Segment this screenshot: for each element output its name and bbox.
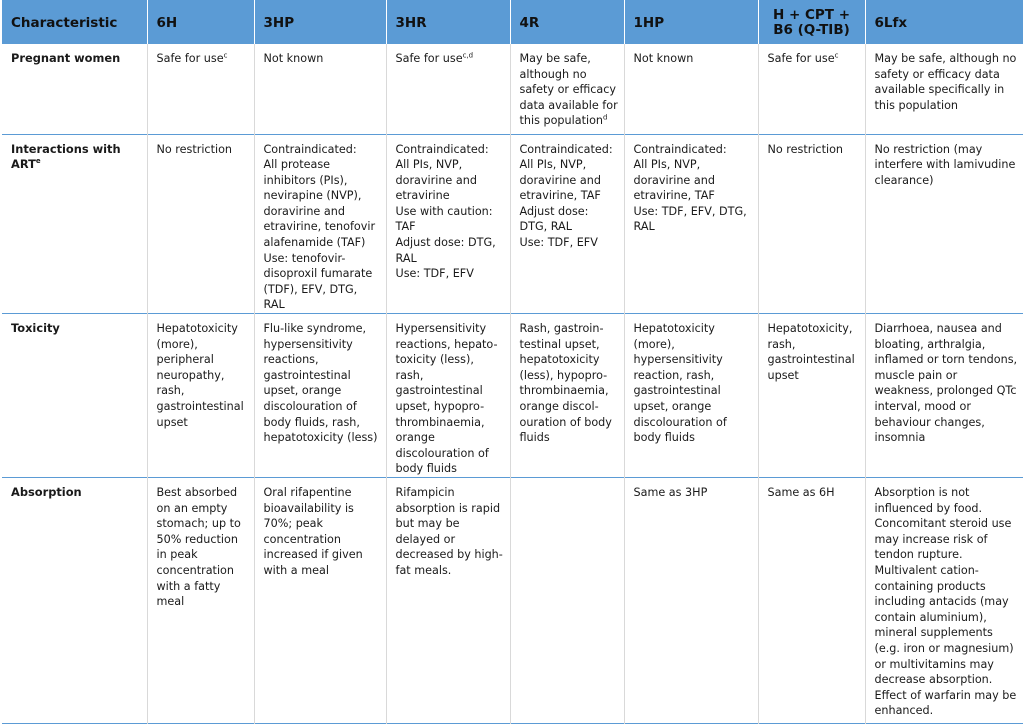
header-row	[2, 0, 1023, 44]
table-cell: No restriction	[758, 134, 865, 314]
table-cell: No restriction	[147, 134, 254, 314]
row-label: Toxicity	[2, 314, 147, 478]
table-cell: Contraindicated: All PIs, NVP, doravirine and etravirine Use with caution: TAF Adjust dose: DTG, RAL Use: TDF, EFV	[386, 134, 510, 314]
table-cell: Rash, gastroin-testinal upset, hepatotoxicity (less), hypopro-thrombinaemia, orange discol-ouration of body fluids	[510, 314, 624, 478]
table-cell: Hepatotoxicity, rash, gastrointestinal upset	[758, 314, 865, 478]
table-cell: Best absorbed on an empty stomach; up to 50% reduction in peak concentration with a fatty meal	[147, 477, 254, 723]
table-cell: Hypersensitivity reactions, hepato-toxicity (less), rash, gastrointestinal upset, hypopro-thrombinaemia, orange discolouration of body fluids	[386, 314, 510, 478]
table-cell: Diarrhoea, nausea and bloating, arthralgia, inflamed or torn tendons, muscle pain or weakness, prolonged QTc interval, mood or behaviour changes, insomnia	[874, 322, 1018, 445]
row-absorption	[2, 477, 1023, 723]
header-6h: 6H	[147, 0, 254, 44]
table-cell: Contraindicated: All protease inhibitors (PIs), nevirapine (NVP), doravirine and etravirine, tenofovir alafenamide (TAF) Use: tenofovir-disoproxil fumarate (TDF), EFV, DTG, RAL	[254, 134, 386, 314]
header-characteristic: Characteristic	[2, 0, 147, 44]
table-cell: May be safe, although no safety or efficacy data available specifically in this population	[874, 52, 1017, 112]
row-toxicity	[2, 314, 1023, 478]
header-3hr: 3HR	[386, 0, 510, 44]
table-cell: Same as 6H	[758, 477, 865, 723]
table-cell: Absorption is not influenced by food. Concomitant steroid use may increase risk of tendon rupture. Multivalent cation-containing products including antacids (may contain aluminium), mineral supplements (e.g. iron or magnesium) or multivitamins may decrease absorption. Effect of warfarin may be enhanced.	[874, 485, 1017, 718]
table-cell: Same as 3HP	[624, 477, 758, 723]
header-4r: 4R	[510, 0, 624, 44]
table-cell: Contraindicated: All PIs, NVP, doravirine and etravirine, TAF Adjust dose: DTG, RAL Use: TDF, EFV	[510, 134, 624, 314]
row-pregnant-women	[2, 44, 1023, 134]
table-cell: Rifampicin absorption is rapid but may be delayed or decreased by high-fat meals.	[386, 477, 510, 723]
table-cell: Safe for use$^c$	[758, 44, 865, 134]
header-3hp: 3HP	[254, 0, 386, 44]
tpt-comparison-table	[2, 0, 1023, 724]
table-cell: May be safe, although no safety or efficacy data available for this population$^d$	[510, 44, 624, 134]
table-cell: No restriction (may interfere with lamivudine clearance)	[874, 142, 1016, 187]
header-q-tib: H + CPT + B6 (Q-TIB)	[758, 0, 865, 44]
table-cell: Hepatotoxicity (more), hypersensitivity reaction, rash, gastrointestinal upset, orange discolouration of body fluids	[624, 314, 758, 478]
row-label: Pregnant women	[2, 44, 147, 134]
table-cell: Flu-like syndrome, hypersensitivity reactions, gastrointestinal upset, orange discolouration of body fluids, rash, hepatotoxicity (less)	[254, 314, 386, 478]
table-cell: Oral rifapentine bioavailability is 70%; peak concentration increased if given with a meal	[254, 477, 386, 723]
table-cell: Safe for use$^c$	[147, 44, 254, 134]
row-label: Interactions with ART$^e$	[2, 134, 147, 314]
row-interactions-art	[2, 134, 1023, 314]
header-6lfx: 6Lfx	[865, 0, 1023, 44]
header-1hp: 1HP	[624, 0, 758, 44]
table-cell: Contraindicated: All PIs, NVP, doravirine and etravirine, TAF Use: TDF, EFV, DTG, RAL	[624, 134, 758, 314]
table-cell: Not known	[624, 44, 758, 134]
table-cell: Hepatotoxicity (more), peripheral neuropathy, rash, gastrointestinal upset	[147, 314, 254, 478]
table-cell: Not known	[254, 44, 386, 134]
table-cell: Safe for use$^{c,d}$	[386, 44, 510, 134]
table-cell	[510, 477, 624, 723]
row-label: Absorption	[2, 477, 147, 723]
